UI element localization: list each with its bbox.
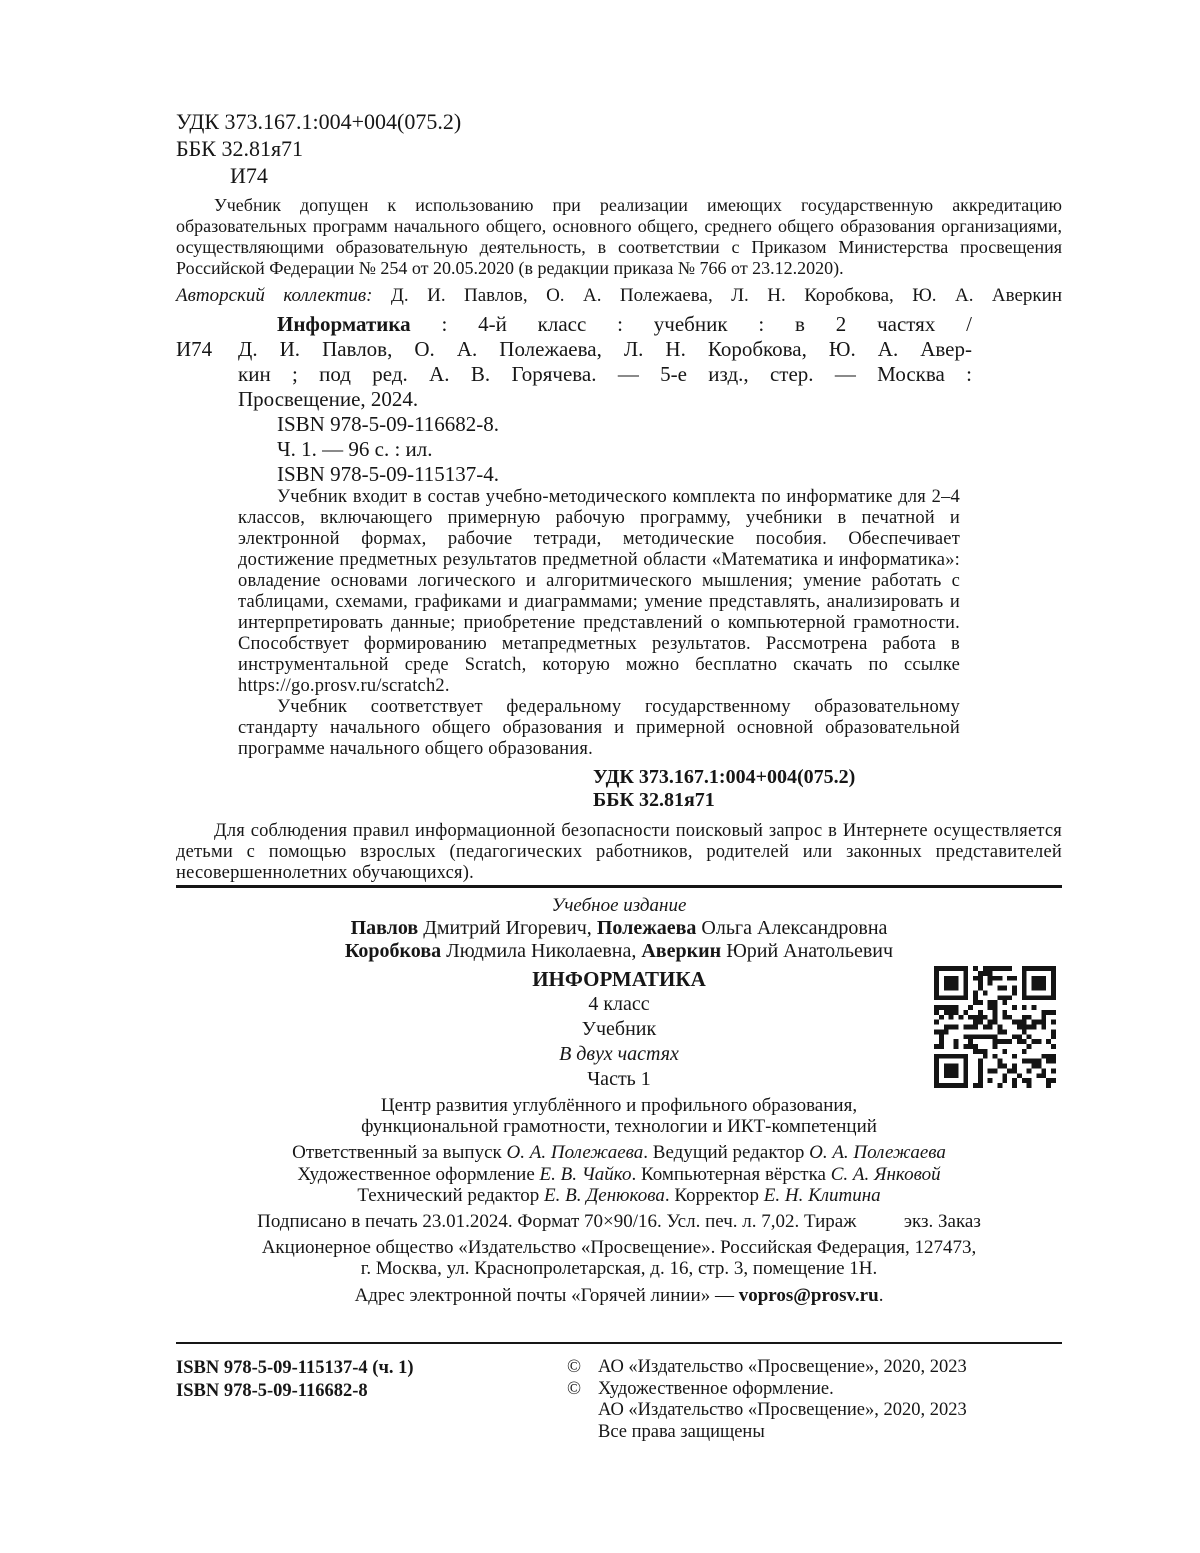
staff-name: С. А. Янковой	[830, 1163, 941, 1185]
authors-team-names: Д. И. Павлов, О. А. Полежаева, Л. Н. Коробкова, Ю. А. Аверкин	[390, 285, 1062, 306]
staff-name: Е. Н. Клитина	[763, 1185, 881, 1206]
author-name: Ольга Александровна	[696, 917, 888, 939]
hotline-email-line	[176, 1279, 1062, 1307]
book-parts-note: В двух частях	[559, 1043, 679, 1065]
book-type: Учебник	[581, 1018, 657, 1040]
staff-role: . Корректор	[664, 1185, 764, 1206]
hotline-email-label: Адрес электронной почты «Горячей линии» —	[354, 1284, 739, 1306]
copyright-text: Все права защищены	[598, 1421, 765, 1442]
print-info-line: Подписано в печать 23.01.2024. Формат 70×90/16. Усл. печ. л. 7,02. Тираж экз. Заказ	[257, 1210, 981, 1232]
department-line-1: Центр развития углублённого и профильного образования,	[380, 1095, 858, 1116]
annotation-paragraph: Учебник входит в состав учебно-методического комплекта по информатике для 2–4 классов, включающего примерную рабочую программу, учебники в печатной и электронной формах, рабочие тетради, методические пособия. Обеспечивает достижение предметных результатов предметной области «Математика и информатика»: овладение основами логического и алгоритмического мышления; умение работать с таблицами, схемами, графиками и диаграммами; умение представлять, анализировать и интерпретировать данные; приобретение представлений о компьютерной грамотности. Способствует формированию метапредметных результатов. Рассмотрена работа в инструментальной среде Scratch, которую можно бесплатно скачать по ссылке https://go.prosv.ru/scratch2.	[238, 487, 960, 696]
isbn-block	[176, 1357, 414, 1402]
qr-code-icon	[934, 966, 1056, 1088]
book-part-number: Часть 1	[587, 1068, 651, 1090]
bibliographic-entry	[176, 312, 972, 487]
colophon	[176, 888, 1062, 1307]
staff-role: Ответственный за выпуск	[292, 1142, 507, 1163]
bib-authors-text: Д. И. Павлов, О. А. Полежаева, Л. Н. Коробкова, Ю. А. Авер-	[238, 337, 972, 361]
bib-isbn-common: ISBN 978-5-09-116682-8.	[277, 412, 500, 436]
colophon-authors-row-1	[176, 917, 1062, 940]
colophon-authors-row-2	[176, 940, 1062, 963]
main-text-column	[176, 108, 1062, 884]
copyright-text: АО «Издательство «Просвещение», 2020, 2023	[598, 1400, 967, 1420]
bbk-code-bold: ББК 32.81я71	[593, 789, 715, 811]
copyright-symbol: ©	[567, 1378, 582, 1399]
staff-role: . Ведущий редактор	[643, 1142, 810, 1163]
staff-role: Художественное оформление	[297, 1163, 540, 1185]
author-sign-code: И74	[230, 163, 268, 188]
udk-code: УДК 373.167.1:004+004(075.2)	[176, 109, 462, 134]
copyright-symbol: ©	[567, 1357, 582, 1377]
bib-author-sign: И74	[176, 337, 213, 361]
staff-role: . Компьютерная вёрстка	[631, 1163, 831, 1185]
hotline-email-address: vopros@prosv.ru	[738, 1284, 879, 1306]
copyright-line	[567, 1357, 967, 1379]
top-codes	[176, 108, 1062, 189]
bib-part-info: Ч. 1. — 96 с. : ил.	[277, 437, 433, 461]
staff-name: О. А. Полежаева	[506, 1142, 644, 1163]
staff-name: Е. В. Денюкова	[544, 1185, 665, 1206]
bib-line-editor: кин ; под ред. А. В. Горячева. — 5-е изд., стер. — Москва :	[238, 362, 972, 386]
staff-role: Технический редактор	[357, 1185, 544, 1206]
copyright-block	[567, 1357, 967, 1443]
isbn-line-part1: ISBN 978-5-09-115137-4 (ч. 1)	[176, 1358, 414, 1378]
staff-line-2	[176, 1164, 1062, 1186]
authors-team-label: Авторский коллектив:	[176, 285, 391, 306]
bib-title-rest: : 4-й класс : учебник : в 2 частях /	[410, 312, 972, 336]
isbn-line-common: ISBN 978-5-09-116682-8	[176, 1380, 368, 1401]
bib-title: Информатика	[277, 312, 411, 336]
author-surname: Павлов	[350, 917, 419, 939]
mid-codes	[593, 766, 1062, 812]
author-surname: Коробкова	[344, 940, 442, 962]
bib-isbn-part1: ISBN 978-5-09-115137-4.	[277, 462, 500, 486]
staff-line-1	[176, 1137, 1062, 1164]
hotline-email-period: .	[878, 1284, 884, 1306]
publisher-address-line-2: г. Москва, ул. Краснопролетарская, д. 16, стр. 3, помещение 1Н.	[360, 1257, 878, 1279]
bib-line-authors	[176, 337, 972, 362]
authors-team-line	[176, 284, 1062, 308]
copyright-line	[567, 1422, 967, 1444]
edition-kind: Учебное издание	[551, 895, 687, 916]
publisher-address-line-1: Акционерное общество «Издательство «Просвещение». Российская Федерация, 127473,	[261, 1236, 977, 1258]
copyright-line	[567, 1400, 967, 1422]
copyright-line	[567, 1379, 967, 1401]
bbk-code: ББК 32.81я71	[176, 136, 304, 161]
bib-line-publisher: Просвещение, 2024.	[238, 387, 419, 411]
author-name: Дмитрий Игоревич,	[418, 917, 597, 939]
bib-line-title	[238, 312, 972, 337]
copyright-text: АО «Издательство «Просвещение», 2020, 2023	[598, 1357, 967, 1377]
book-title: ИНФОРМАТИКА	[532, 967, 706, 991]
staff-line-3	[176, 1185, 1062, 1207]
staff-name: Е. В. Чайко	[539, 1163, 632, 1185]
staff-name: О. А. Полежаева	[809, 1142, 946, 1163]
author-name: Юрий Анатольевич	[721, 940, 894, 962]
copyright-text: Художественное оформление.	[598, 1378, 834, 1399]
author-name: Людмила Николаевна,	[441, 940, 642, 962]
author-surname: Аверкин	[641, 940, 722, 962]
book-grade: 4 класс	[588, 993, 650, 1015]
udk-code-bold: УДК 373.167.1:004+004(075.2)	[593, 766, 856, 788]
footer-block	[176, 1342, 1062, 1464]
approval-paragraph: Учебник допущен к использованию при реализации имеющих государственную аккредитацию образовательных программ начального общего, основного общего, среднего общего образования организациями, осуществляющими образовательную деятельность, в соответствии с Приказом Министерства просвещения Российской Федерации № 254 от 20.05.2020 (в редакции приказа № 766 от 23.12.2020).	[176, 195, 1062, 278]
fgos-paragraph: Учебник соответствует федеральному государственному образовательному стандарту начального общего образования и примерной основной образовательной программе начального общего образования.	[238, 697, 960, 759]
department-line-2: функциональной грамотности, технологии и ИКТ-компетенций	[361, 1116, 877, 1137]
safety-paragraph: Для соблюдения правил информационной безопасности поисковый запрос в Интернете осуществляется детьми с помощью взрослых (педагогических работников, родителей или законных представителей несовершеннолетних обучающихся).	[176, 821, 1062, 883]
author-surname: Полежаева	[596, 917, 697, 939]
